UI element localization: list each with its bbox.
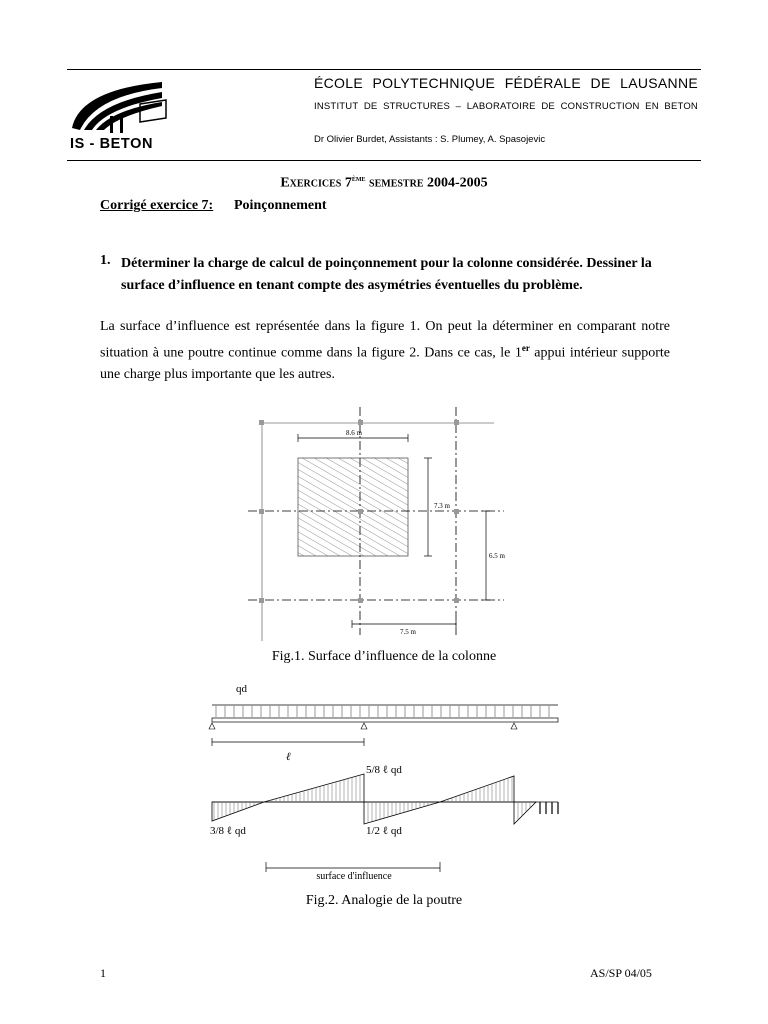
question-text: Déterminer la charge de calcul de poinçonnement pour la colonne considérée. Dessiner la surface d’influence en tenant compte des asymétries éventuelles du problème. — [121, 256, 652, 293]
fig2-beam-analogy-diagram — [200, 678, 568, 884]
corrige-label: Corrigé exercice 7: — [100, 198, 214, 213]
fig2-influence-label: surface d'influence — [316, 871, 392, 882]
is-beton-logo-icon — [70, 78, 170, 136]
fig1-dim-bottom: 7.5 m — [400, 628, 416, 636]
exercise-title: Exercices 7ème semestre 2004-2005 — [280, 173, 488, 191]
fig2-caption: Fig.2. Analogie de la poutre — [305, 893, 463, 908]
fig1-dim-right-outer: 6.5 m — [489, 552, 505, 560]
fig1-influence-surface-diagram — [246, 405, 506, 643]
logo-text: IS - BETON — [70, 136, 154, 152]
body-paragraph: La surface d’influence est représentée dans la figure 1. On peut la déterminer en comparant notre situation à une poutre continue comme dans la figure 2. Dans ce cas, le 1er appui intérieur supporte une charge plus importante que les autres. — [100, 319, 670, 382]
fig1-dim-right-inner: 7.3 m — [434, 502, 450, 510]
question-number: 1. — [100, 253, 111, 268]
fig1-caption: Fig.1. Surface d’influence de la colonne — [271, 649, 497, 664]
page-number: 1 — [100, 966, 106, 980]
staff-line: Dr Olivier Burdet, Assistants : S. Plumey, A. Spasojevic — [314, 134, 546, 145]
header-bottom-rule — [67, 160, 701, 161]
header-top-rule — [67, 69, 701, 70]
fig2-shear-left: 3/8 ℓ qd — [210, 825, 246, 837]
corrige-topic: Poinçonnement — [234, 198, 327, 213]
footer-code: AS/SP 04/05 — [590, 966, 652, 980]
fig2-load-label: qd — [236, 683, 247, 695]
fig2-shear-mid: 1/2 ℓ qd — [366, 825, 402, 837]
fig2-shear-top: 5/8 ℓ qd — [366, 764, 402, 776]
corrige-line — [100, 198, 327, 214]
school-name: ÉCOLE POLYTECHNIQUE FÉDÉRALE DE LAUSANNE — [314, 75, 698, 91]
fig1-dim-top: 8.6 m — [346, 429, 362, 437]
fig2-span-label: ℓ — [286, 751, 291, 763]
institut-name: INSTITUT DE STRUCTURES – LABORATOIRE DE CONSTRUCTION EN BETON — [314, 101, 698, 112]
